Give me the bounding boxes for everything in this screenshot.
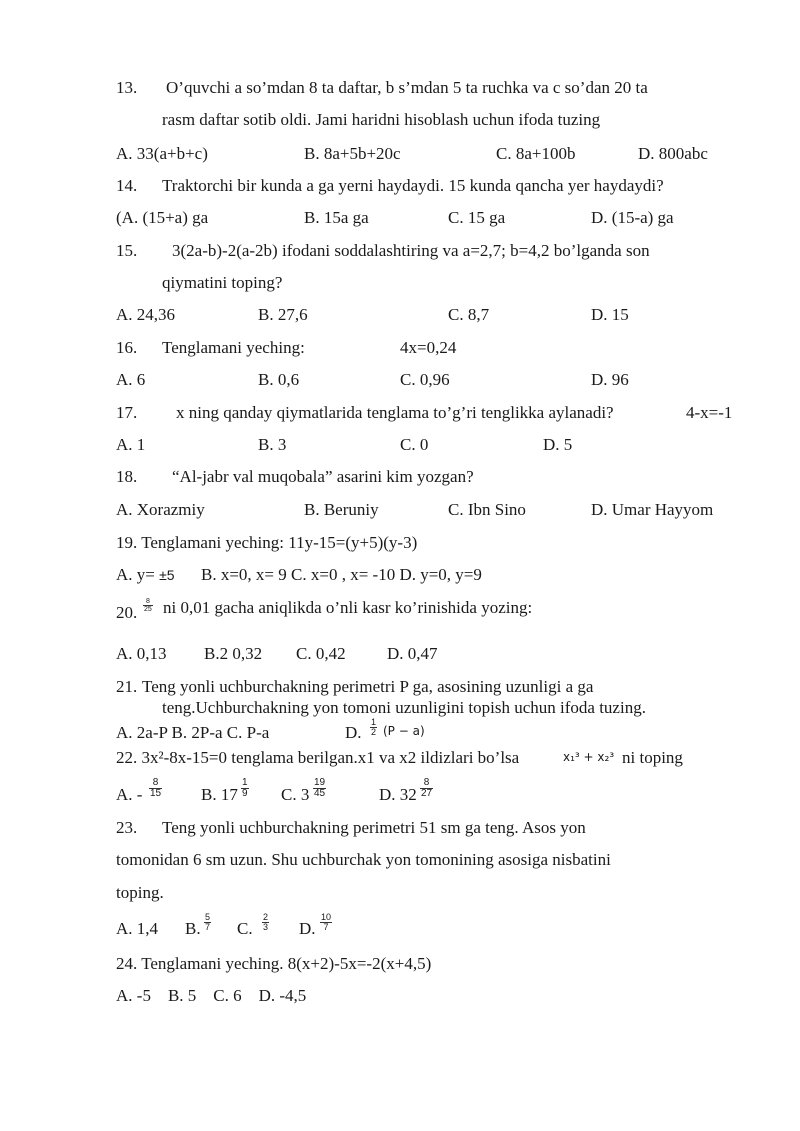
q16-option-d: D. 96 — [591, 370, 629, 389]
q21-number: 21. — [116, 677, 138, 696]
q15-text-line1: 3(2a-b)-2(a-2b) ifodani soddalashtiring va a=2,7; b=4,2 bo’lganda son — [172, 241, 650, 260]
q20-option-a: A. 0,13 — [116, 644, 167, 663]
q22-option-c-label: C. 3 — [281, 785, 310, 804]
q17-equation: 4-x=-1 — [686, 403, 733, 422]
q23-option-c-fraction: $\frac{2}{3}$ — [263, 912, 269, 932]
q22-option-a-fraction: $\frac{8}{15}$ — [150, 777, 162, 799]
q22-option-a-label: A. - — [116, 785, 143, 804]
q16-option-b: B. 0,6 — [258, 370, 300, 389]
q22-expression: x₁³ + x₂³ — [563, 750, 615, 764]
q21-text-line2: teng.Uchburchakning yon tomoni uzunligini topish uchun ifoda tuzing. — [162, 698, 646, 717]
q15-text-line2: qiymatini toping? — [162, 273, 283, 292]
q13-text-line1: O’quvchi a so’mdan 8 ta daftar, b s’mdan 5 ta ruchka va c so’dan 20 ta — [166, 78, 648, 97]
q13-number: 13. — [116, 78, 138, 97]
q23-option-a: A. 1,4 — [116, 919, 159, 938]
q15-option-d: D. 15 — [591, 305, 629, 324]
q21-option-d-expression: (P − a) — [383, 724, 425, 738]
q16-option-a: A. 6 — [116, 370, 146, 389]
q16-text: Tenglamani yeching: — [162, 338, 305, 357]
q23-text-line1: Teng yonli uchburchakning perimetri 51 sm ga teng. Asos yon — [162, 818, 586, 837]
q16-option-c: C. 0,96 — [400, 370, 450, 389]
q17-number: 17. — [116, 403, 138, 422]
q13-option-a: A. 33(a+b+c) — [116, 144, 208, 163]
q24-question: 24. Tenglamani yeching. 8(x+2)-5x=-2(x+4,5) — [116, 954, 432, 973]
q17-option-a: A. 1 — [116, 435, 146, 454]
q23-text-line2: tomonidan 6 sm uzun. Shu uchburchak yon tomonining asosiga nisbatini — [116, 850, 611, 869]
q15-option-b: B. 27,6 — [258, 305, 308, 324]
q13-option-d: D. 800abc — [638, 144, 708, 163]
q15-option-a: A. 24,36 — [116, 305, 176, 324]
q22-option-b-label: B. 17 — [201, 785, 238, 804]
q18-option-b: B. Beruniy — [304, 500, 379, 519]
q17-option-d: D. 5 — [543, 435, 573, 454]
q22-text-tail: ni toping — [622, 748, 683, 767]
q23-text-line3: toping. — [116, 883, 164, 902]
q14-number: 14. — [116, 176, 138, 195]
q20-option-c: C. 0,42 — [296, 644, 346, 663]
q20-option-b: B.2 0,32 — [204, 644, 263, 663]
q17-option-c: C. 0 — [400, 435, 429, 454]
q22-text: 22. 3x²-8x-15=0 tenglama berilgan.x1 va x2 ildizlari bo’lsa — [116, 748, 520, 767]
q19-option-a — [116, 565, 175, 585]
q21-text-line1: Teng yonli uchburchakning perimetri P ga, asosining uzunligi a ga — [142, 677, 594, 696]
q14-option-b: B. 15a ga — [304, 208, 369, 227]
q15-option-c: C. 8,7 — [448, 305, 490, 324]
q23-option-b-label: B. — [185, 919, 201, 938]
q19-question: 19. Tenglamani yeching: 11y-15=(y+5)(y-3) — [116, 533, 418, 552]
q23-option-d-fraction: $\frac{10}{7}$ — [321, 912, 332, 932]
q24-options: A. -5 B. 5 C. 6 D. -4,5 — [116, 986, 307, 1005]
q13-text-line2: rasm daftar sotib oldi. Jami haridni hisoblash uchun ifoda tuzing — [162, 110, 601, 129]
q23-option-d-label: D. — [299, 919, 316, 938]
q16-number: 16. — [116, 338, 138, 357]
q22-option-b-fraction: $\frac{1}{9}$ — [242, 777, 248, 799]
q22-option-c-fraction: $\frac{19}{45}$ — [314, 777, 326, 799]
q19-options-bcd: B. x=0, x= 9 C. x=0 , x= -10 D. y=0, y=9 — [201, 565, 482, 584]
q14-option-a: (A. (15+a) ga — [116, 208, 209, 227]
q18-option-a: A. Xorazmiy — [116, 500, 205, 519]
q15-number: 15. — [116, 241, 138, 260]
q19-option-a-math: ±5 — [159, 567, 175, 583]
q18-text: “Al-jabr val muqobala” asarini kim yozgan? — [172, 467, 474, 486]
q23-option-b-fraction: $\frac{5}{7}$ — [205, 912, 211, 932]
q13-option-b: B. 8a+5b+20c — [304, 144, 401, 163]
q21-option-d-label: D. — [345, 723, 362, 742]
q17-option-b: B. 3 — [258, 435, 287, 454]
q20-option-d: D. 0,47 — [387, 644, 438, 663]
q14-option-c: C. 15 ga — [448, 208, 506, 227]
q23-number: 23. — [116, 818, 138, 837]
q20-fraction: $\frac{8}{25}$ — [144, 598, 152, 613]
q16-equation: 4x=0,24 — [400, 338, 457, 357]
q13-option-c: C. 8a+100b — [496, 144, 576, 163]
q18-option-d: D. Umar Hayyom — [591, 500, 714, 519]
q20-number: 20. — [116, 603, 138, 622]
q18-number: 18. — [116, 467, 138, 486]
q23-option-c-label: C. — [237, 919, 253, 938]
q14-option-d: D. (15-a) ga — [591, 208, 674, 227]
q22-option-d-fraction: $\frac{8}{27}$ — [421, 777, 433, 799]
q19-option-a-label: A. y= — [116, 565, 160, 584]
q17-text: x ning qanday qiymatlarida tenglama to’g’ri tenglikka aylanadi? — [176, 403, 614, 422]
q14-text: Traktorchi bir kunda a ga yerni haydaydi. 15 kunda qancha yer haydaydi? — [162, 176, 664, 195]
q21-options-abc: A. 2a-P B. 2P-a C. P-a — [116, 723, 270, 742]
q18-option-c: C. Ibn Sino — [448, 500, 526, 519]
q20-text: ni 0,01 gacha aniqlikda o’nli kasr ko’rinishida yozing: — [163, 598, 533, 617]
q21-option-d-fraction: $\frac{1}{2}$ — [371, 717, 377, 737]
q22-option-d-label: D. 32 — [379, 785, 417, 804]
